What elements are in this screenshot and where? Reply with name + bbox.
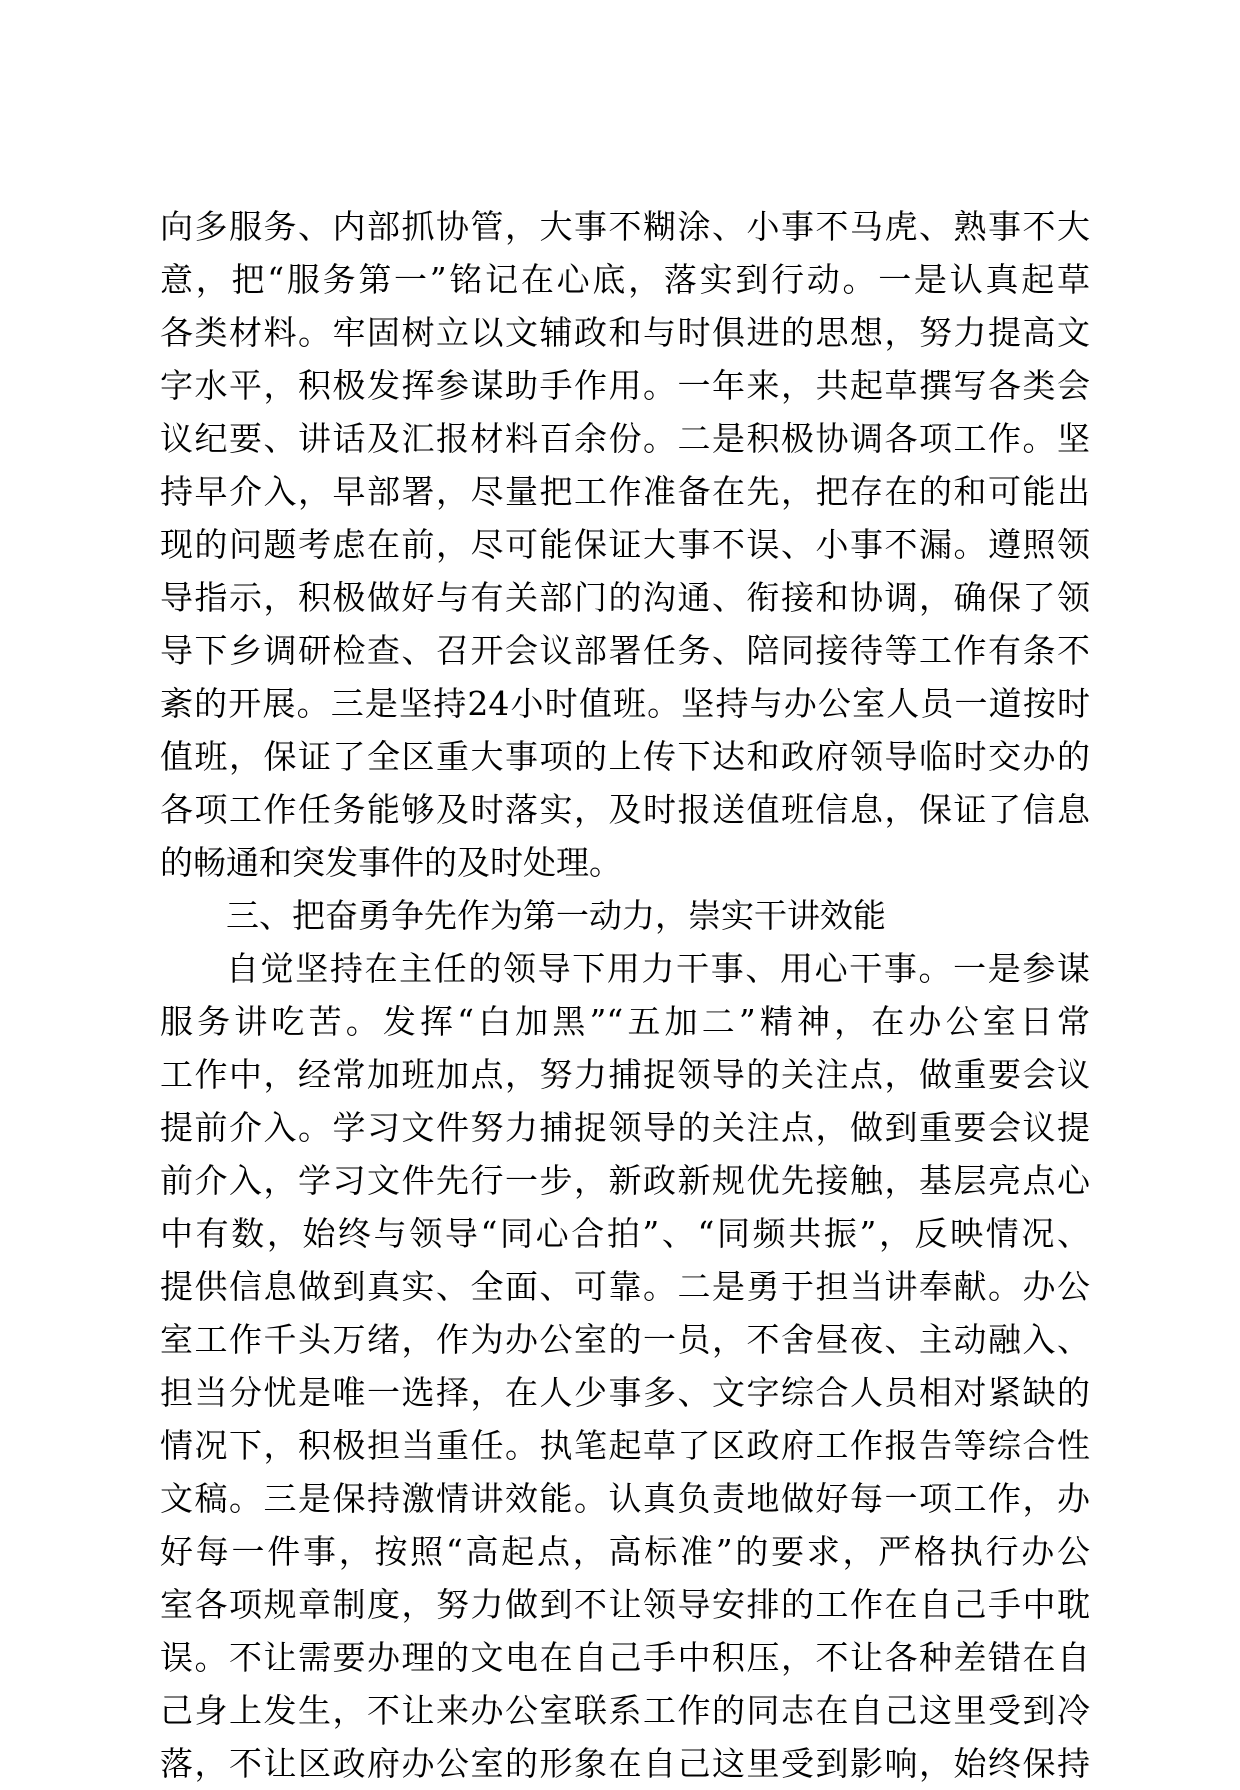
text-line: 室工作千头万绪，作为办公室的一员，不舍昼夜、主动融入、 xyxy=(160,1320,1090,1359)
text-line: 文稿。三是保持激情讲效能。认真负责地做好每一项工作，办 xyxy=(160,1479,1090,1518)
text-line: 字水平，积极发挥参谋助手作用。一年来，共起草撰写各类会 xyxy=(160,366,1090,405)
text-line: 各项工作任务能够及时落实，及时报送值班信息，保证了信息 xyxy=(160,790,1090,829)
text-line: 自觉坚持在主任的领导下用力干事、用心干事。一是参谋 xyxy=(226,949,1090,988)
paragraph-service xyxy=(160,200,1090,889)
text-line: 议纪要、讲话及汇报材料百余份。二是积极协调各项工作。坚 xyxy=(160,419,1090,458)
text-line: 紊的开展。三是坚持24小时值班。坚持与办公室人员一道按时 xyxy=(160,684,1090,723)
text-line: 导指示，积极做好与有关部门的沟通、衔接和协调，确保了领 xyxy=(160,578,1090,617)
text-line: 持早介入，早部署，尽量把工作准备在先，把存在的和可能出 xyxy=(160,472,1090,511)
document-page xyxy=(160,200,1090,1790)
text-line: 担当分忧是唯一选择，在人少事多、文字综合人员相对紧缺的 xyxy=(160,1373,1090,1412)
text-line: 误。不让需要办理的文电在自己手中积压，不让各种差错在自 xyxy=(160,1638,1090,1677)
text-line: 室各项规章制度，努力做到不让领导安排的工作在自己手中耽 xyxy=(160,1585,1090,1624)
text-line: 的畅通和突发事件的及时处理。 xyxy=(160,843,622,882)
text-line: 工作中，经常加班加点，努力捕捉领导的关注点，做重要会议 xyxy=(160,1055,1090,1094)
text-line: 前介入，学习文件先行一步，新政新规优先接触，基层亮点心 xyxy=(160,1161,1090,1200)
text-line: 意，把“服务第一”铭记在心底，落实到行动。一是认真起草 xyxy=(160,260,1090,299)
text-line: 好每一件事，按照“高起点，高标准”的要求，严格执行办公 xyxy=(160,1532,1090,1571)
text-line: 现的问题考虑在前，尽可能保证大事不误、小事不漏。遵照领 xyxy=(160,525,1090,564)
text-line: 导下乡调研检查、召开会议部署任务、陪同接待等工作有条不 xyxy=(160,631,1090,670)
paragraph-efficiency xyxy=(160,942,1090,1790)
text-line: 中有数，始终与领导“同心合拍”、“同频共振”，反映情况、 xyxy=(160,1214,1090,1253)
text-line: 提供信息做到真实、全面、可靠。二是勇于担当讲奉献。办公 xyxy=(160,1267,1090,1306)
text-line: 落，不让区政府办公室的形象在自己这里受到影响，始终保持 xyxy=(160,1744,1090,1783)
section-heading: 三、把奋勇争先作为第一动力，崇实干讲效能 xyxy=(226,896,886,935)
text-line: 值班，保证了全区重大事项的上传下达和政府领导临时交办的 xyxy=(160,737,1090,776)
text-line: 提前介入。学习文件努力捕捉领导的关注点，做到重要会议提 xyxy=(160,1108,1090,1147)
text-line: 己身上发生，不让来办公室联系工作的同志在自己这里受到冷 xyxy=(160,1691,1090,1730)
text-line: 服务讲吃苦。发挥“白加黑”“五加二”精神，在办公室日常 xyxy=(160,1002,1090,1041)
text-line: 各类材料。牢固树立以文辅政和与时俱进的思想，努力提高文 xyxy=(160,313,1090,352)
text-line: 向多服务、内部抓协管，大事不糊涂、小事不马虎、熟事不大 xyxy=(160,207,1090,246)
text-line: 情况下，积极担当重任。执笔起草了区政府工作报告等综合性 xyxy=(160,1426,1090,1465)
